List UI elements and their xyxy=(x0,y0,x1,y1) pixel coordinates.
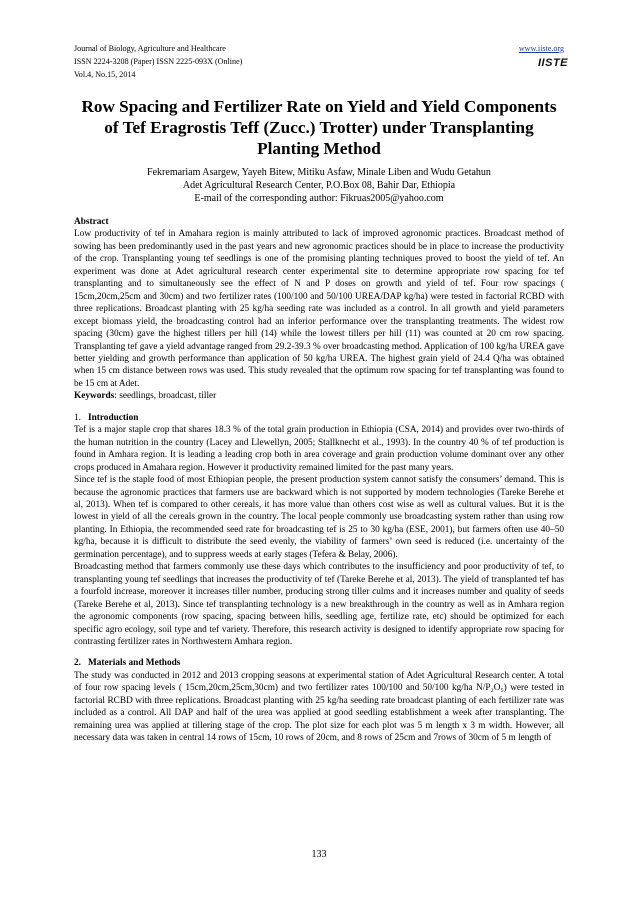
author-email: E-mail of the corresponding author: Fikruas2005@yahoo.com xyxy=(194,192,444,204)
page-number: 133 xyxy=(311,849,327,860)
methods-heading xyxy=(74,657,564,669)
keywords-line xyxy=(74,390,564,402)
intro-paragraph-2: Since tef is the staple food of most Ethiopian people, the present production system cannot satisfy the consumers’ demand. This is because the agronomic practices that farmers use are backward which is not supported by modern technologies (Tareke Berehe et al, 2013). When tef is compared to other cereals, it has more value than others cost wise as well as cultural values. But it is the lowest in yield of all the cereals grown in the country. The local people commonly use broadcasting system rather than using row planting. In Ethiopia, the recommended seed rate for broadcasting tef is 25 to 30 kg/ha (ESE, 2001), but farmers often use 40–50 kg/ha, because it is difficult to distribute the seed evenly, the viability of farmers’ own seed is reduced (i.e. uncertainty of the germination percentage), and to suppress weeds at early stages (Tefera & Belay, 2006). xyxy=(74,475,564,560)
author-names: Fekremariam Asargew, Yayeh Bitew, Mitiku Asfaw, Minale Liben and Wudu Getahun xyxy=(147,167,491,178)
methods-title: Materials and Methods xyxy=(87,658,181,669)
methods-paragraph-1: The study was conducted in 2012 and 2013 cropping seasons at experimental station of Adet Agricultural Research center. A total of four row spacing levels ( 15cm,20cm,25cm,30cm) and two fertilizer rates 100/100 and 50/100 kg/ha N/P₂O₅) were tested in factorial RCBD with three replications. Broadcast planting with 25 kg/ha seeding rate broadcast planting of each fertilizer rate was included as a control. All DAP and half of the urea was applied at good seedling establishment a week after transplanting. The remaining urea was applied at tillering stage of the crop. The plot size for each plot was 5 m length x 3 m width. However, all necessary data was taken in central 14 rows of 15cm, 10 rows of 20cm, and 8 rows of 25cm and 7rows of 30cm of 5 m length of xyxy=(74,670,564,744)
author-affiliation: Adet Agricultural Research Center, P.O.Box 08, Bahir Dar, Ethiopia xyxy=(182,179,456,191)
paper-title: Row Spacing and Fertilizer Rate on Yield and Yield Components of Tef Eragrostis Teff (Zucc.) Trotter) under Transplanting Planting Method xyxy=(81,97,557,158)
abstract-heading: Abstract xyxy=(74,217,109,227)
methods-number: 2. xyxy=(74,658,81,669)
intro-paragraph-1: Tef is a major staple crop that shares 18.3 % of the total grain production in Ethiopia (CSA, 2014) and provides over two-thirds of the human nutrition in the country (Lacey and Llewellyn, 2005; Stallknecht et al., 1993). In the country 40 % of tef production is found in Amhara region. It is leading a leading crop both in area coverage and grain production volume dominant over any other crops produced in Amahara region. However it productivity remained limited for the past many years. xyxy=(74,425,564,473)
journal-name: Journal of Biology, Agriculture and Healthcare xyxy=(74,44,226,53)
iiste-logo: IISTE xyxy=(538,57,569,69)
journal-issn: ISSN 2224-3208 (Paper) ISSN 2225-093X (Online) xyxy=(74,57,243,67)
journal-volume: Vol.4, No.15, 2014 xyxy=(74,70,136,80)
author-block xyxy=(74,167,564,205)
journal-url-link[interactable]: www.iiste.org xyxy=(518,44,564,53)
intro-paragraph-3: Broadcasting method that farmers commonly use these days which contributes to the insufficiency and poor productivity of tef, to transplanting young tef seedlings that increases the productivity of tef (Tareke Berehe et al, 2013). The yield of transplanted tef has a fourfold increase, moreover it increases tiller number, producing strong tiller culms and it increases number and quality of seeds (Tareke Berehe et al, 2013). Since tef transplanting technology is a new breakthrough in the country as well as in Amhara region the agronomic components (row spacing, spacing between hills, seedling age, fertilize rate, etc) should be optimized for each specific agro ecology, soil type and tef variety. Therefore, this research activity is designed to identify appropriate row spacing for contrasting fertilizer rates in Northwestern Amhara region. xyxy=(74,562,564,647)
intro-number: 1. xyxy=(74,412,81,423)
keywords-text: : seedlings, broadcast, tiller xyxy=(114,391,217,402)
paper-body xyxy=(74,216,564,745)
intro-title: Introduction xyxy=(87,412,139,423)
keywords-label: Keywords xyxy=(74,391,115,402)
journal-header xyxy=(74,42,569,82)
abstract-text: Low productivity of tef in Amahara region is mainly attributed to lack of improved agronomic practices. Broadcast method of sowing has been predominantly used in the past years and new agronomic practices should be in place to increase the productivity of the crop. Transplanting young tef seedlings is one of the promising planting techniques proved to boost the yield of tef. An experiment was done at Adet agricultural research center experimental site to determine appropriate row spacing for tef transplanting and to simultaneously see the effect of N and P doses on growth and yield of tef. Four row spacings ( 15cm,20cm,25cm and 30cm) and two fertilizer rates (100/100 and 50/100 UREA/DAP kg/ha) were tested in factorial RCBD with three replications. Broadcast planting with 25 kg/ha seeding rate was included as a control. In all growth and yield parameters except biomass yield, the broadcasting control had an inferior performance over the transplanting treatments. The widest row spacing (30cm) gave the highest tillers per hill (14) while the lowest tillers per hill (11) was counted at 20 cm row spacing. Transplanting tef gave a yield advantage ranged from 29.2-39.3 % over broadcasting method. Application of 100 kg/ha UREA gave better yielding and growth performance than application of 50 kg/ha UREA. The highest grain yield of 24.4 Q/ha was obtained when 15 cm distance between rows was used. This study revealed that the optimum row spacing for tef transplanting was found to be 15 cm at Adet. xyxy=(74,229,564,389)
intro-heading xyxy=(74,412,564,424)
